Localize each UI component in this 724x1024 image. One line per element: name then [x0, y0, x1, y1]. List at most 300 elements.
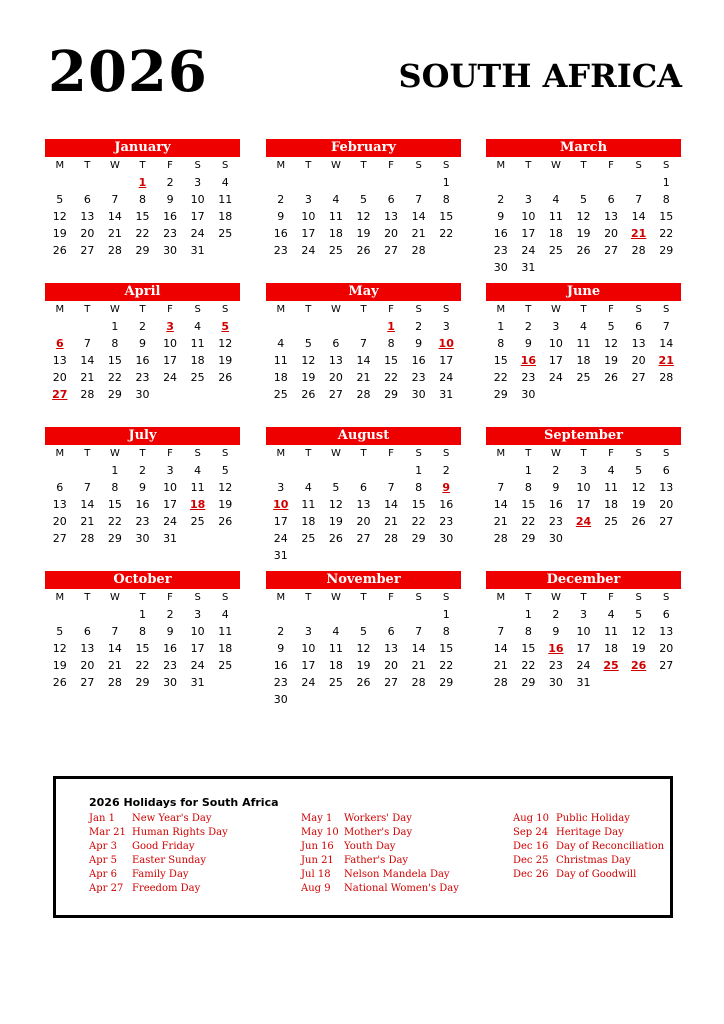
day-cell: 7 — [83, 481, 91, 494]
weekday-label: S — [222, 304, 229, 315]
holiday-entry — [513, 854, 664, 868]
day-cell: 1 — [111, 464, 119, 477]
day-cell: 5 — [56, 193, 64, 206]
day-cell: 12 — [356, 642, 371, 655]
day-cell: 7 — [83, 337, 91, 350]
day-cell: 10 — [576, 481, 591, 494]
weekday-label: S — [194, 448, 201, 459]
empty-cell — [74, 174, 102, 191]
weekday-row — [486, 589, 681, 606]
day-cell: 23 — [521, 371, 536, 384]
weekday-label: T — [139, 448, 146, 459]
day-cell: 12 — [301, 354, 316, 367]
day-cell: 24 — [439, 371, 454, 384]
day-cell: 22 — [493, 371, 508, 384]
day-cell: 13 — [604, 210, 619, 223]
day-cell: 23 — [163, 659, 178, 672]
weekday-row — [45, 589, 240, 606]
day-cell: 2 — [166, 608, 174, 621]
day-cell: 3 — [579, 464, 587, 477]
weekday-label: F — [608, 448, 614, 459]
weekday-row — [45, 301, 240, 318]
day-cell: 17 — [439, 354, 454, 367]
holiday-entry — [301, 868, 459, 882]
empty-cell — [322, 318, 350, 335]
weekday-label: S — [663, 448, 670, 459]
day-cell: 23 — [548, 659, 563, 672]
day-cell: 20 — [52, 515, 67, 528]
weekday-label: F — [167, 304, 173, 315]
day-cell: 12 — [52, 210, 67, 223]
weekday-label: F — [388, 448, 394, 459]
holiday-date: Jun 16 — [301, 841, 334, 852]
month-header: September — [486, 427, 681, 445]
day-cell: 2 — [277, 193, 285, 206]
day-cell: 15 — [107, 354, 122, 367]
day-cell: 28 — [411, 244, 426, 257]
holiday-date: Jul 18 — [301, 869, 331, 880]
days-grid — [486, 318, 681, 403]
day-cell: 29 — [411, 532, 426, 545]
holiday-day-cell: 10 — [438, 337, 454, 350]
day-cell: 22 — [384, 371, 399, 384]
day-cell: 18 — [576, 354, 591, 367]
month-header: May — [266, 283, 461, 301]
day-cell: 14 — [107, 642, 122, 655]
day-cell: 18 — [548, 227, 563, 240]
day-cell: 28 — [80, 388, 95, 401]
weekday-label: S — [415, 448, 422, 459]
day-cell: 3 — [277, 481, 285, 494]
weekday-label: F — [167, 448, 173, 459]
weekday-label: M — [276, 304, 286, 315]
weekday-row — [45, 157, 240, 174]
day-cell: 31 — [521, 261, 536, 274]
weekday-label: S — [415, 304, 422, 315]
weekday-label: M — [55, 160, 65, 171]
holiday-entry — [89, 826, 228, 840]
day-cell: 8 — [497, 337, 505, 350]
weekday-label: F — [388, 304, 394, 315]
weekday-label: T — [360, 160, 367, 171]
day-cell: 3 — [304, 193, 312, 206]
empty-cell — [267, 174, 295, 191]
weekday-label: T — [305, 160, 312, 171]
holiday-name: Easter Sunday — [132, 855, 207, 866]
holiday-date: Aug 9 — [301, 883, 331, 894]
day-cell: 4 — [194, 464, 202, 477]
empty-cell — [570, 174, 598, 191]
day-cell: 4 — [607, 608, 615, 621]
day-cell: 8 — [524, 481, 532, 494]
holiday-name: Nelson Mandela Day — [344, 869, 450, 880]
day-cell: 13 — [659, 481, 674, 494]
day-cell: 25 — [328, 244, 343, 257]
weekday-label: W — [550, 304, 561, 315]
day-cell: 12 — [631, 481, 646, 494]
day-cell: 6 — [332, 337, 340, 350]
day-cell: 18 — [190, 354, 205, 367]
day-cell: 27 — [631, 371, 646, 384]
empty-cell — [405, 606, 433, 623]
day-cell: 30 — [548, 532, 563, 545]
day-cell: 10 — [163, 481, 178, 494]
day-cell: 4 — [221, 608, 229, 621]
weekday-label: S — [415, 160, 422, 171]
weekday-label: T — [525, 448, 532, 459]
day-cell: 22 — [439, 227, 454, 240]
day-cell: 1 — [442, 176, 450, 189]
day-cell: 24 — [163, 371, 178, 384]
day-cell: 13 — [52, 354, 67, 367]
weekday-label: M — [276, 448, 286, 459]
day-cell: 1 — [442, 608, 450, 621]
day-cell: 3 — [552, 320, 560, 333]
day-cell: 2 — [166, 176, 174, 189]
weekday-label: T — [360, 592, 367, 603]
weekday-label: F — [167, 592, 173, 603]
day-cell: 30 — [548, 676, 563, 689]
weekday-label: M — [496, 448, 506, 459]
empty-cell — [350, 462, 378, 479]
day-cell: 22 — [135, 659, 150, 672]
empty-cell — [267, 606, 295, 623]
day-cell: 30 — [411, 388, 426, 401]
weekday-label: T — [525, 160, 532, 171]
day-cell: 8 — [524, 625, 532, 638]
day-cell: 13 — [384, 210, 399, 223]
day-cell: 11 — [218, 625, 233, 638]
day-cell: 7 — [387, 481, 395, 494]
holidays-box — [53, 776, 673, 918]
day-cell: 4 — [552, 193, 560, 206]
holiday-date: Mar 21 — [89, 827, 126, 838]
day-cell: 31 — [576, 676, 591, 689]
day-cell: 9 — [277, 210, 285, 223]
month-february — [266, 139, 461, 259]
day-cell: 11 — [576, 337, 591, 350]
holiday-name: Heritage Day — [556, 827, 624, 838]
day-cell: 29 — [659, 244, 674, 257]
day-cell: 24 — [163, 515, 178, 528]
day-cell: 4 — [194, 320, 202, 333]
day-cell: 25 — [218, 227, 233, 240]
holiday-name: Human Rights Day — [132, 827, 228, 838]
weekday-label: F — [608, 304, 614, 315]
day-cell: 19 — [328, 515, 343, 528]
day-cell: 21 — [493, 515, 508, 528]
day-cell: 6 — [607, 193, 615, 206]
empty-cell — [515, 174, 543, 191]
day-cell: 31 — [190, 676, 205, 689]
weekday-label: W — [550, 448, 561, 459]
empty-cell — [295, 606, 323, 623]
day-cell: 26 — [218, 515, 233, 528]
day-cell: 3 — [579, 608, 587, 621]
day-cell: 21 — [356, 371, 371, 384]
day-cell: 7 — [497, 625, 505, 638]
day-cell: 19 — [576, 227, 591, 240]
day-cell: 10 — [301, 210, 316, 223]
month-header: December — [486, 571, 681, 589]
holiday-entry — [89, 882, 228, 896]
holiday-date: May 1 — [301, 813, 333, 824]
weekday-label: F — [608, 160, 614, 171]
day-cell: 25 — [604, 515, 619, 528]
weekday-label: S — [443, 592, 450, 603]
weekday-label: M — [496, 304, 506, 315]
day-cell: 22 — [107, 371, 122, 384]
day-cell: 3 — [194, 176, 202, 189]
day-cell: 28 — [107, 676, 122, 689]
month-july — [45, 427, 240, 547]
day-cell: 8 — [442, 193, 450, 206]
days-grid — [45, 606, 240, 691]
day-cell: 21 — [493, 659, 508, 672]
day-cell: 28 — [631, 244, 646, 257]
day-cell: 11 — [328, 642, 343, 655]
day-cell: 25 — [548, 244, 563, 257]
holiday-name: New Year's Day — [132, 813, 212, 824]
weekday-label: W — [550, 592, 561, 603]
day-cell: 26 — [604, 371, 619, 384]
day-cell: 30 — [273, 693, 288, 706]
weekday-label: W — [330, 304, 341, 315]
weekday-label: S — [635, 592, 642, 603]
day-cell: 20 — [356, 515, 371, 528]
holiday-day-cell: 27 — [52, 388, 68, 401]
day-cell: 20 — [604, 227, 619, 240]
day-cell: 18 — [218, 210, 233, 223]
day-cell: 6 — [387, 625, 395, 638]
day-cell: 27 — [604, 244, 619, 257]
day-cell: 29 — [439, 676, 454, 689]
day-cell: 27 — [52, 532, 67, 545]
day-cell: 11 — [301, 498, 316, 511]
day-cell: 27 — [659, 515, 674, 528]
holiday-day-cell: 21 — [630, 227, 647, 240]
holiday-day-cell: 3 — [166, 320, 174, 333]
day-cell: 23 — [163, 227, 178, 240]
empty-cell — [487, 174, 515, 191]
day-cell: 29 — [521, 676, 536, 689]
day-cell: 12 — [604, 337, 619, 350]
day-cell: 6 — [662, 464, 670, 477]
day-cell: 17 — [576, 498, 591, 511]
day-cell: 19 — [218, 354, 233, 367]
day-cell: 8 — [138, 625, 146, 638]
weekday-label: S — [443, 160, 450, 171]
holiday-day-cell: 25 — [603, 659, 619, 672]
day-cell: 30 — [135, 388, 150, 401]
day-cell: 28 — [411, 676, 426, 689]
day-cell: 24 — [273, 532, 288, 545]
day-cell: 14 — [493, 642, 508, 655]
day-cell: 11 — [218, 193, 233, 206]
month-header: April — [45, 283, 240, 301]
day-cell: 13 — [328, 354, 343, 367]
day-cell: 18 — [273, 371, 288, 384]
month-march — [486, 139, 681, 276]
day-cell: 11 — [548, 210, 563, 223]
weekday-label: T — [580, 160, 587, 171]
day-cell: 6 — [359, 481, 367, 494]
holiday-day-cell: 6 — [55, 337, 64, 350]
days-grid — [486, 606, 681, 691]
weekday-label: F — [608, 592, 614, 603]
empty-cell — [350, 174, 378, 191]
day-cell: 18 — [604, 642, 619, 655]
day-cell: 29 — [493, 388, 508, 401]
empty-cell — [487, 462, 515, 479]
day-cell: 15 — [107, 498, 122, 511]
day-cell: 26 — [218, 371, 233, 384]
day-cell: 8 — [415, 481, 423, 494]
day-cell: 4 — [579, 320, 587, 333]
day-cell: 12 — [52, 642, 67, 655]
day-cell: 11 — [190, 481, 205, 494]
days-grid — [45, 462, 240, 547]
day-cell: 20 — [384, 227, 399, 240]
day-cell: 28 — [659, 371, 674, 384]
day-cell: 25 — [273, 388, 288, 401]
holiday-date: Sep 24 — [513, 827, 549, 838]
day-cell: 22 — [107, 515, 122, 528]
day-cell: 15 — [521, 642, 536, 655]
empty-cell — [322, 462, 350, 479]
day-cell: 31 — [439, 388, 454, 401]
empty-cell — [74, 606, 102, 623]
day-cell: 29 — [135, 244, 150, 257]
holiday-name: Good Friday — [132, 841, 195, 852]
month-header: July — [45, 427, 240, 445]
empty-cell — [322, 606, 350, 623]
day-cell: 28 — [356, 388, 371, 401]
empty-cell — [377, 606, 405, 623]
day-cell: 13 — [631, 337, 646, 350]
empty-cell — [101, 174, 129, 191]
weekday-label: S — [222, 160, 229, 171]
weekday-label: T — [305, 304, 312, 315]
day-cell: 9 — [138, 337, 146, 350]
day-cell: 7 — [662, 320, 670, 333]
day-cell: 24 — [301, 676, 316, 689]
holiday-name: Father's Day — [344, 855, 409, 866]
holiday-entry — [89, 854, 228, 868]
day-cell: 8 — [111, 337, 119, 350]
day-cell: 20 — [80, 659, 95, 672]
holiday-entry — [301, 840, 459, 854]
holiday-entry — [513, 868, 664, 882]
holiday-date: Dec 26 — [513, 869, 549, 880]
day-cell: 17 — [190, 210, 205, 223]
holiday-date: Apr 5 — [89, 855, 117, 866]
day-cell: 8 — [138, 193, 146, 206]
holiday-date: Aug 10 — [513, 813, 549, 824]
day-cell: 24 — [521, 244, 536, 257]
day-cell: 2 — [552, 464, 560, 477]
empty-cell — [101, 606, 129, 623]
days-grid — [45, 174, 240, 259]
weekday-label: F — [167, 160, 173, 171]
weekday-label: T — [525, 592, 532, 603]
day-cell: 2 — [442, 464, 450, 477]
weekday-label: M — [55, 304, 65, 315]
day-cell: 29 — [135, 676, 150, 689]
day-cell: 17 — [521, 227, 536, 240]
holiday-date: May 10 — [301, 827, 339, 838]
weekday-label: W — [330, 592, 341, 603]
weekday-label: F — [388, 160, 394, 171]
day-cell: 16 — [135, 354, 150, 367]
holiday-day-cell: 24 — [575, 515, 592, 528]
weekday-label: T — [84, 592, 91, 603]
day-cell: 14 — [356, 354, 371, 367]
day-cell: 2 — [138, 320, 146, 333]
day-cell: 7 — [111, 625, 119, 638]
weekday-label: T — [305, 592, 312, 603]
day-cell: 16 — [411, 354, 426, 367]
weekday-label: S — [194, 160, 201, 171]
day-cell: 15 — [135, 210, 150, 223]
holidays-column-2 — [301, 812, 459, 896]
day-cell: 9 — [552, 625, 560, 638]
day-cell: 3 — [304, 625, 312, 638]
weekday-label: T — [360, 304, 367, 315]
holiday-name: Public Holiday — [556, 813, 630, 824]
weekday-label: S — [194, 304, 201, 315]
weekday-label: S — [635, 448, 642, 459]
weekday-label: W — [550, 160, 561, 171]
day-cell: 2 — [552, 608, 560, 621]
weekday-label: S — [415, 592, 422, 603]
days-grid — [486, 462, 681, 547]
weekday-label: W — [109, 304, 120, 315]
day-cell: 19 — [52, 659, 67, 672]
day-cell: 17 — [163, 498, 178, 511]
day-cell: 4 — [221, 176, 229, 189]
day-cell: 27 — [384, 676, 399, 689]
day-cell: 5 — [359, 193, 367, 206]
weekday-label: S — [635, 160, 642, 171]
day-cell: 25 — [328, 676, 343, 689]
month-october — [45, 571, 240, 691]
day-cell: 17 — [163, 354, 178, 367]
day-cell: 31 — [273, 549, 288, 562]
country-title: SOUTH AFRICA — [398, 57, 682, 95]
weekday-label: M — [55, 448, 65, 459]
holiday-day-cell: 9 — [442, 481, 451, 494]
day-cell: 23 — [493, 244, 508, 257]
day-cell: 19 — [52, 227, 67, 240]
empty-cell — [350, 318, 378, 335]
day-cell: 7 — [415, 625, 423, 638]
day-cell: 17 — [190, 642, 205, 655]
day-cell: 2 — [524, 320, 532, 333]
day-cell: 7 — [359, 337, 367, 350]
day-cell: 22 — [521, 515, 536, 528]
day-cell: 19 — [604, 354, 619, 367]
day-cell: 17 — [548, 354, 563, 367]
day-cell: 22 — [411, 515, 426, 528]
empty-cell — [542, 174, 570, 191]
day-cell: 19 — [301, 371, 316, 384]
month-header: January — [45, 139, 240, 157]
day-cell: 27 — [356, 532, 371, 545]
weekday-label: T — [580, 304, 587, 315]
day-cell: 29 — [107, 388, 122, 401]
day-cell: 26 — [52, 244, 67, 257]
